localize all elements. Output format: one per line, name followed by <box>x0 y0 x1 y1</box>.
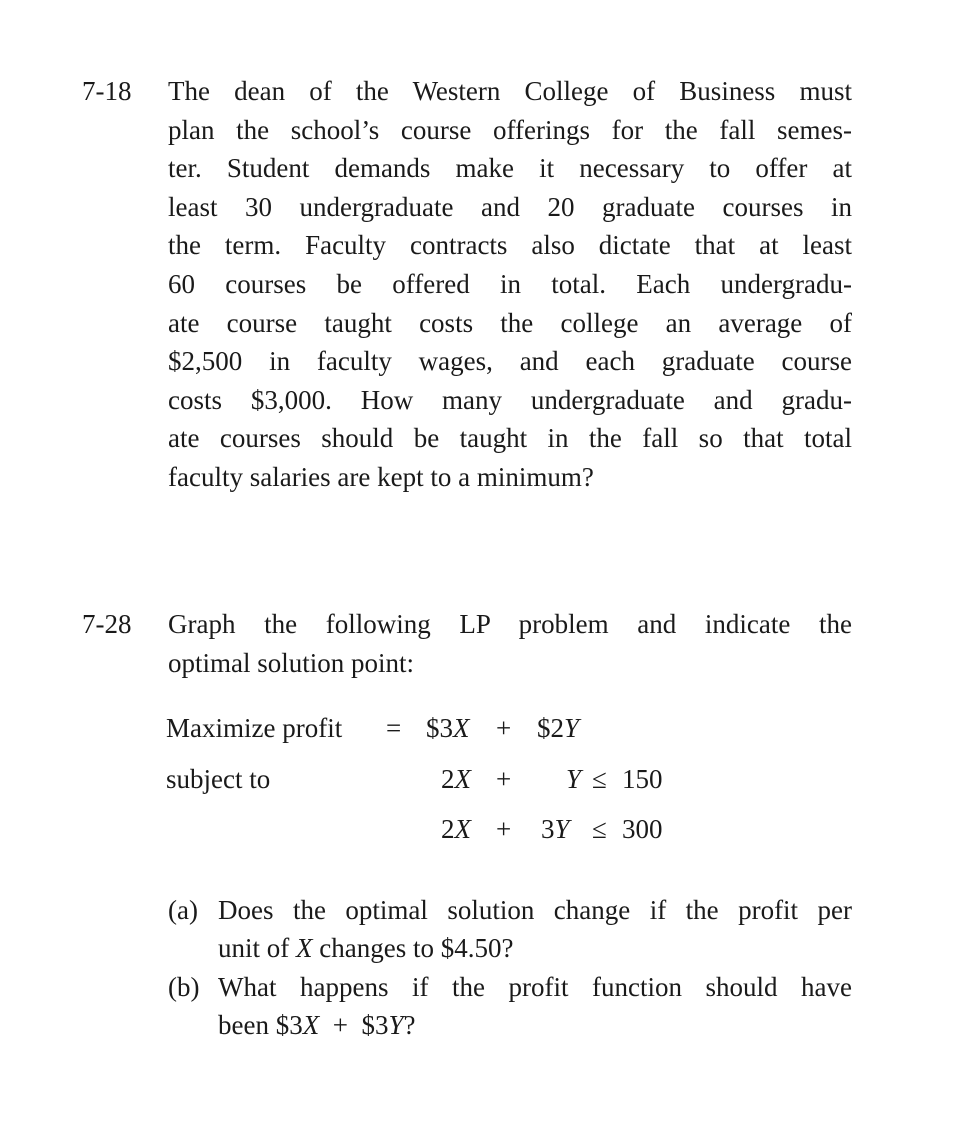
part-a-text <box>218 891 852 967</box>
constraint-1-plus: + <box>496 764 512 794</box>
part-b-text <box>218 968 852 1044</box>
constraint-1-y-term: Y <box>566 764 582 794</box>
text-line: Graph the following LP problem and indicate the <box>168 609 852 639</box>
text-line: least 30 undergraduate and 20 graduate courses in <box>168 191 852 222</box>
text-line: costs $3,000. How many undergraduate and gradu- <box>168 384 852 415</box>
text-line: What happens if the profit function should have <box>218 972 852 1002</box>
objective-y-term: $2Y <box>537 713 580 743</box>
constraint-2-x-term: 2X <box>441 814 471 844</box>
part-b-label: (b) <box>168 972 200 1002</box>
text-line: ate courses should be taught in the fall so that total <box>168 423 852 454</box>
text-line: The dean of the Western College of Business must <box>168 76 852 106</box>
constraint-2-plus: + <box>496 814 512 844</box>
constraint-2-rhs: 300 <box>622 814 663 844</box>
objective-x-term: $3X <box>426 713 470 743</box>
text-line: 60 courses be offered in total. Each undergradu- <box>168 268 852 299</box>
text-line: the term. Faculty contracts also dictate that at least <box>168 230 852 261</box>
constraint-1-x-term: 2X <box>441 764 471 794</box>
text-line: optimal solution point: <box>168 647 415 678</box>
plus-sign: + <box>496 713 512 743</box>
constraint-1-rhs: 150 <box>622 764 663 794</box>
constraint-1-le: ≤ <box>592 764 607 794</box>
text-line: unit of X changes to $4.50? <box>218 933 514 963</box>
text-line: $2,500 in faculty wages, and each graduate course <box>168 346 852 377</box>
text-line: Does the optimal solution change if the profit per <box>218 895 852 925</box>
constraint-2-le: ≤ <box>592 814 607 844</box>
subject-to-label: subject to <box>166 764 271 794</box>
text-line: ter. Student demands make it necessary to offer at <box>168 153 852 184</box>
problem-number: 7-28 <box>82 609 132 639</box>
text-line: been $3X + $3Y? <box>218 1010 416 1040</box>
equals-sign: = <box>386 713 402 743</box>
constraint-2-y-term: 3Y <box>541 814 570 844</box>
objective-label: Maximize profit <box>166 713 343 743</box>
text-line: ate course taught costs the college an average of <box>168 307 852 338</box>
problem-text <box>168 72 852 497</box>
part-a-label: (a) <box>168 895 198 925</box>
problem-number: 7-18 <box>82 76 132 106</box>
text-line: plan the school’s course offerings for the fall semes- <box>168 114 852 145</box>
problem-text <box>168 605 852 682</box>
text-line: faculty salaries are kept to a minimum? <box>168 461 594 492</box>
